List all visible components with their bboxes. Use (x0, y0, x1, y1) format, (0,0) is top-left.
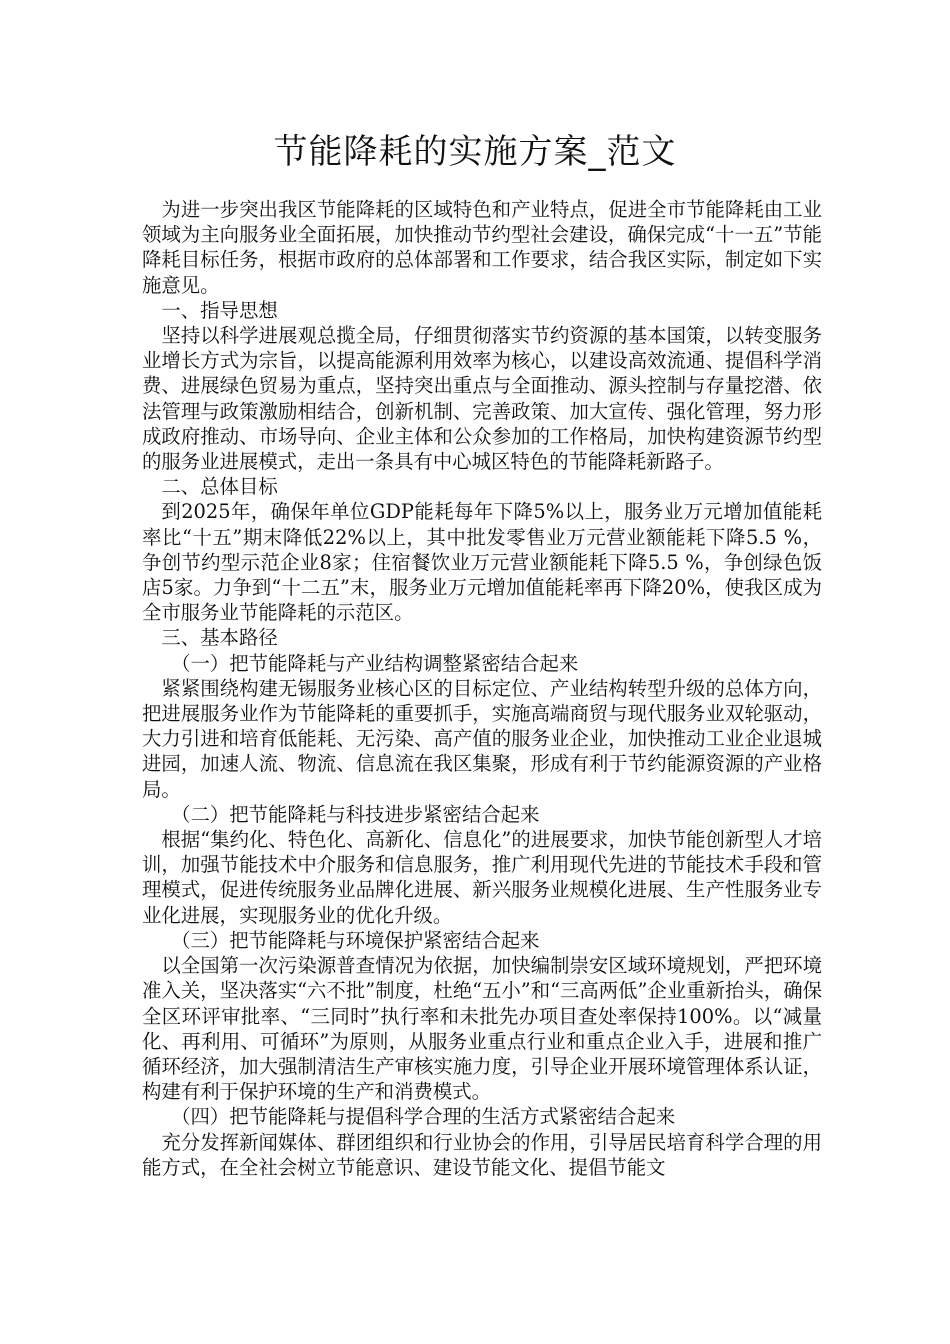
subsection-heading: （一）把节能降耗与产业结构调整紧密结合起来 (171, 651, 579, 675)
subsection-heading: （三）把节能降耗与环境保护紧密结合起来 (171, 928, 540, 952)
body-paragraph: 根据“集约化、特色化、高新化、信息化”的进展要求，加快节能创新型人才培训，加强节能技术中介服务和信息服务，推广利用现代先进的节能技术手段和管理模式，促进传统服务业品牌化进展、新兴服务业规模化进展、生产性服务业专业化进展，实现服务业的优化升级。 (142, 828, 822, 927)
subsection-heading: （四）把节能降耗与提倡科学合理的生活方式紧密结合起来 (171, 1105, 676, 1129)
document-body (142, 197, 822, 1180)
subsection-heading: （二）把节能降耗与科技进步紧密结合起来 (171, 802, 540, 826)
body-paragraph: 紧紧围绕构建无锡服务业核心区的目标定位、产业结构转型升级的总体方向，把进展服务业作为节能降耗的重要抓手，实施高端商贸与现代服务业双轮驱动，大力引进和培育低能耗、无污染、高产值的服务业企业，加快推动工业企业退城进园，加速人流、物流、信息流在我区集聚，形成有利于节约能源资源的产业格局。 (142, 676, 822, 801)
intro-paragraph: 为进一步突出我区节能降耗的区域特色和产业特点，促进全市节能降耗由工业领域为主向服务业全面拓展，加快推动节约型社会建设，确保完成“十一五”节能降耗目标任务，根据市政府的总体部署和工作要求，结合我区实际，制定如下实施意见。 (142, 198, 822, 297)
body-paragraph: 以全国第一次污染源普查情况为依据，加快编制崇安区域环境规划，严把环境准入关，坚决落实“六不批”制度，杜绝“五小”和“三高两低”企业重新抬头，确保全区环评审批率、“三同时”执行率和未批先办项目查处率保持100%。以“减量化、再利用、可循环”为原则，从服务业重点行业和重点企业入手，进展和推广循环经济，加大强制清洁生产审核实施力度，引导企业开展环境管理体系认证，构建有利于保护环境的生产和消费模式。 (142, 954, 822, 1104)
body-paragraph: 到2025年，确保年单位GDP能耗每年下降5%以上，服务业万元增加值能耗率比“十五”期末降低22%以上，其中批发零售业万元营业额能耗下降5.5 %，争创节约型示范企业8家；住宿餐饮业万元营业额能耗下降5.5 %，争创绿色饭店5家。力争到“十二五”末，服务业万元增加值能耗率再下降20%，使我区成为全市服务业节能降耗的示范区。 (142, 500, 822, 625)
section-heading: 二、总体目标 (161, 475, 278, 499)
document-title: 节能降耗的实施方案_范文 (273, 132, 677, 172)
body-paragraph: 充分发挥新闻媒体、群团组织和行业协会的作用，引导居民培育科学合理的用能方式，在全社会树立节能意识、建设节能文化、提倡节能文 (142, 1130, 822, 1179)
body-paragraph: 坚持以科学进展观总揽全局，仔细贯彻落实节约资源的基本国策，以转变服务业增长方式为宗旨，以提高能源利用效率为核心，以建设高效流通、提倡科学消费、进展绿色贸易为重点，坚持突出重点与全面推动、源头控制与存量挖潜、依法管理与政策激励相结合，创新机制、完善政策、加大宣传、强化管理，努力形成政府推动、市场导向、企业主体和公众参加的工作格局，加快构建资源节约型的服务业进展模式，走出一条具有中心城区特色的节能降耗新路子。 (142, 324, 822, 474)
section-heading: 三、基本路径 (161, 626, 278, 650)
section-heading: 一、指导思想 (161, 298, 278, 322)
